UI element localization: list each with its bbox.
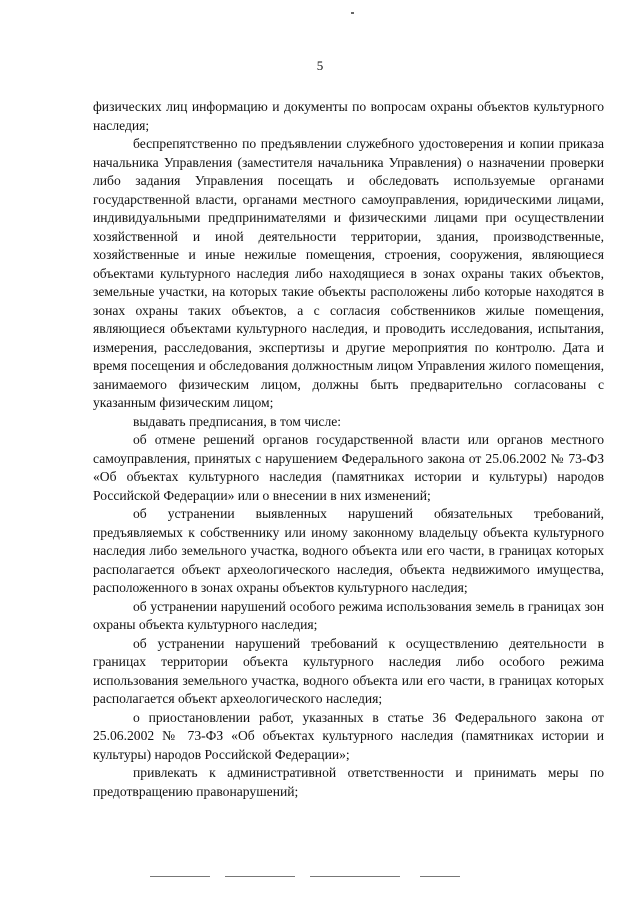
paragraph: об отмене решений органов государственной власти или органов местного самоуправления, принятых с нарушением Федерального закона от 25.06.2002 № 73-ФЗ «Об объектах культурного наследия (памятниках истории и культуры) народов Российской Федерации» или о внесении в них изменений; (93, 432, 604, 503)
document-body (93, 98, 604, 801)
scan-mark (351, 12, 354, 14)
paragraph: привлекать к административной ответственности и принимать меры по предотвращению правонарушений; (93, 765, 604, 799)
paragraph: об устранении выявленных нарушений обязательных требований, предъявляемых к собственнику или иному законному владельцу объекта культурного наследия либо земельного участка, водного объекта или его части, в границах которых располагается объект археологического наследия, объекта недвижимого имущества, расположенного в зонах охраны объектов культурного наследия; (93, 506, 604, 595)
paragraph: об устранении нарушений требований к осуществлению деятельности в границах территории объекта культурного наследия либо особого режима использования земельного участка, водного объекта или его части, в границах которых располагается объект археологического наследия; (93, 635, 604, 706)
paragraph: выдавать предписания, в том числе: (133, 413, 342, 429)
scan-edge-line (225, 876, 295, 877)
paragraph: беспрепятственно по предъявлении служебного удостоверения и копии приказа начальника Управления (заместителя начальника Управления) о назначении проверки либо задания Управления посещать и обследовать используемые органами государственной власти, органами местного самоуправления, юридическими лицами, индивидуальными предпринимателями и физическими лицами при осуществлении хозяйственной и иной деятельности территории, здания, производственные, хозяйственные и иные нежилые помещения, строения, сооружения, являющиеся объектами культурного наследия либо находящиеся в зонах охраны таких объектов, земельные участки, на которых такие объекты расположены либо которые находятся в зонах охраны таких объектов, а с согласия собственников жилые помещения, являющиеся объектами культурного наследия, и проводить исследования, испытания, измерения, расследования, экспертизы и другие мероприятия по контролю. Дата и время посещения и обследования должностным лицом Управления жилого помещения, занимаемого физическим лицом, должны быть предварительно согласованы с указанным физическим лицом; (93, 136, 604, 410)
paragraph: об устранении нарушений особого режима использования земель в границах зон охраны объекта культурного наследия; (93, 598, 604, 632)
paragraph: физических лиц информацию и документы по вопросам охраны объектов культурного наследия; (93, 99, 604, 133)
page-number: 5 (316, 58, 324, 73)
scan-edge-line (310, 876, 400, 877)
scan-edge-line (150, 876, 210, 877)
paragraph: о приостановлении работ, указанных в статье 36 Федерального закона от 25.06.2002 № 73-ФЗ «Об объектах культурного наследия (памятниках истории и культуры) народов Российской Федерации»; (93, 709, 604, 762)
scan-edge-line (420, 876, 460, 877)
